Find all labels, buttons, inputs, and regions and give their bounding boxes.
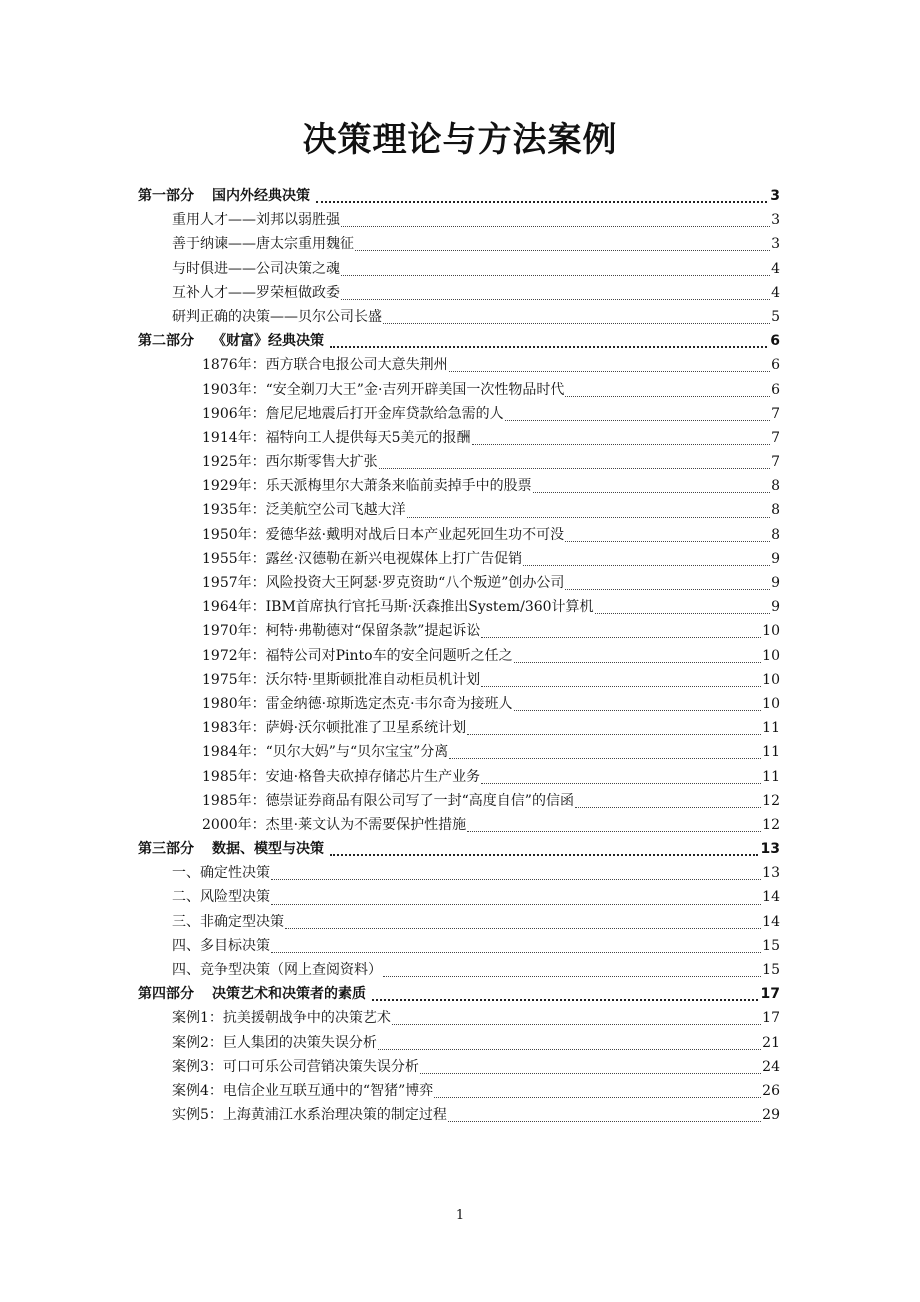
toc-part-title: 《财富》经典决策 bbox=[212, 333, 324, 350]
toc-page-number: 11 bbox=[762, 768, 780, 785]
toc-entry-text: 1980年：雷金纳德·琼斯选定杰克·韦尔奇为接班人 bbox=[202, 695, 513, 712]
toc-entry-text: 三、非确定型决策 bbox=[172, 913, 284, 930]
toc-entry[interactable] bbox=[138, 232, 780, 256]
toc-entry[interactable] bbox=[138, 958, 780, 982]
toc-entry-text: 1950年：爱德华兹·戴明对战后日本产业起死回生功不可没 bbox=[202, 526, 565, 543]
dot-leader bbox=[316, 200, 767, 203]
toc-entry-text: 善于纳谏——唐太宗重用魏征 bbox=[172, 236, 354, 253]
toc-entry[interactable] bbox=[138, 619, 780, 643]
dot-leader bbox=[575, 806, 761, 808]
dot-leader bbox=[341, 298, 770, 300]
dot-leader bbox=[330, 853, 758, 856]
toc-entry[interactable] bbox=[138, 305, 780, 329]
toc-entry-text: 1914年：福特向工人提供每天5美元的报酬 bbox=[202, 429, 471, 446]
toc-page-number: 24 bbox=[762, 1058, 780, 1075]
toc-entry[interactable] bbox=[138, 450, 780, 474]
dot-leader bbox=[514, 661, 762, 663]
toc-page-number: 3 bbox=[771, 212, 780, 229]
toc-page-number: 9 bbox=[771, 550, 780, 567]
toc-page-number: 5 bbox=[771, 308, 780, 325]
toc-entry-text: 1906年：詹尼尼地震后打开金库贷款给急需的人 bbox=[202, 405, 504, 422]
dot-leader bbox=[472, 443, 771, 445]
toc-page-number: 8 bbox=[771, 502, 780, 519]
toc-entry-text: 2000年：杰里·莱文认为不需要保护性措施 bbox=[202, 816, 467, 833]
document-title: 决策理论与方法案例 bbox=[302, 120, 618, 160]
toc-page-number: 15 bbox=[762, 937, 780, 954]
toc-entry-text: 四、多目标决策 bbox=[172, 937, 270, 954]
toc-entry[interactable] bbox=[138, 426, 780, 450]
dot-leader bbox=[467, 733, 761, 735]
toc-entry[interactable] bbox=[138, 353, 780, 377]
dot-leader bbox=[420, 1072, 761, 1074]
toc-page-number: 17 bbox=[760, 986, 780, 1003]
toc-entry[interactable] bbox=[138, 668, 780, 692]
dot-leader bbox=[341, 274, 770, 276]
toc-entry[interactable] bbox=[138, 257, 780, 281]
toc-part-label: 第一部分 bbox=[138, 188, 194, 204]
dot-leader bbox=[467, 830, 761, 832]
toc-page-number: 6 bbox=[771, 381, 780, 398]
toc-entry-text: 案例4：电信企业互联互通中的“智猪”博弈 bbox=[172, 1082, 434, 1099]
toc-entry-text: 1983年：萨姆·沃尔顿批准了卫星系统计划 bbox=[202, 720, 467, 737]
dot-leader bbox=[355, 249, 770, 251]
dot-leader bbox=[379, 467, 770, 469]
toc-page-number: 10 bbox=[762, 695, 780, 712]
toc-entry[interactable] bbox=[138, 740, 780, 764]
dot-leader bbox=[505, 419, 770, 421]
dot-leader bbox=[449, 757, 761, 759]
toc-entry[interactable] bbox=[138, 523, 780, 547]
toc-entry[interactable] bbox=[138, 716, 780, 740]
dot-leader bbox=[378, 1048, 761, 1050]
toc-entry[interactable] bbox=[138, 498, 780, 522]
dot-leader bbox=[565, 395, 770, 397]
toc-part-heading[interactable] bbox=[138, 837, 780, 861]
toc-entry[interactable] bbox=[138, 1055, 780, 1079]
toc-entry-text: 1985年：安迪·格鲁夫砍掉存储芯片生产业务 bbox=[202, 768, 481, 785]
toc-page-number: 13 bbox=[760, 841, 780, 858]
toc-page-number: 10 bbox=[762, 671, 780, 688]
toc-entry-text: 案例2：巨人集团的决策失误分析 bbox=[172, 1034, 377, 1051]
toc-part-heading[interactable] bbox=[138, 184, 780, 208]
toc-page-number: 3 bbox=[771, 236, 780, 253]
toc-entry[interactable] bbox=[138, 1103, 780, 1127]
dot-leader bbox=[481, 782, 761, 784]
toc-entry[interactable] bbox=[138, 861, 780, 885]
toc-page-number: 10 bbox=[762, 623, 780, 640]
toc-page-number: 3 bbox=[770, 188, 780, 204]
toc-page-number: 12 bbox=[762, 792, 780, 809]
toc-entry-text: 1935年：泛美航空公司飞越大洋 bbox=[202, 502, 406, 519]
dot-leader bbox=[383, 322, 770, 324]
toc-page-number: 7 bbox=[771, 405, 780, 422]
toc-page-number: 29 bbox=[762, 1107, 780, 1124]
dot-leader bbox=[271, 951, 761, 953]
toc-entry-text: 1929年：乐天派梅里尔大萧条来临前卖掉手中的股票 bbox=[202, 478, 532, 495]
toc-entry[interactable] bbox=[138, 595, 780, 619]
toc-page-number: 15 bbox=[762, 962, 780, 978]
toc-entry-text: 四、竞争型决策（网上查阅资料） bbox=[172, 962, 382, 978]
dot-leader bbox=[271, 878, 761, 880]
toc-entry[interactable] bbox=[138, 281, 780, 305]
dot-leader bbox=[565, 540, 770, 542]
toc-entry-text: 1876年：西方联合电报公司大意失荆州 bbox=[202, 357, 448, 374]
toc-page-number: 8 bbox=[771, 526, 780, 543]
toc-page-number: 21 bbox=[762, 1034, 780, 1051]
dot-leader bbox=[383, 975, 761, 977]
toc-entry-text: 实例5：上海黄浦江水系治理决策的制定过程 bbox=[172, 1107, 447, 1124]
toc-part-heading[interactable] bbox=[138, 982, 780, 1006]
toc-entry-text bbox=[138, 184, 310, 208]
toc-entry-text: 一、确定性决策 bbox=[172, 865, 270, 882]
toc-page-number: 11 bbox=[762, 744, 780, 761]
toc-entry-text: 案例3：可口可乐公司营销决策失误分析 bbox=[172, 1058, 419, 1075]
toc-page-number: 13 bbox=[762, 865, 780, 882]
dot-leader bbox=[448, 1120, 761, 1122]
toc-entry-text bbox=[138, 329, 324, 353]
toc-page-number: 6 bbox=[771, 357, 780, 374]
toc-entry-text: 1957年：风险投资大王阿瑟·罗克资助“八个叛逆”创办公司 bbox=[202, 575, 565, 591]
toc-entry-text: 1955年：露丝·汉德勒在新兴电视媒体上打广告促销 bbox=[202, 550, 523, 567]
toc-entry[interactable] bbox=[138, 765, 780, 789]
toc-entry[interactable] bbox=[138, 910, 780, 934]
toc-entry-text: 案例1：抗美援朝战争中的决策艺术 bbox=[172, 1010, 391, 1027]
dot-leader bbox=[449, 370, 770, 372]
dot-leader bbox=[341, 225, 770, 227]
toc-entry[interactable] bbox=[138, 378, 780, 402]
dot-leader bbox=[565, 588, 770, 590]
toc-page-number: 11 bbox=[762, 720, 780, 737]
toc-entry-text: 1970年：柯特·弗勒德对“保留条款”提起诉讼 bbox=[202, 623, 481, 640]
toc-page-number: 4 bbox=[771, 260, 780, 277]
toc-part-label: 第二部分 bbox=[138, 333, 194, 350]
toc-entry[interactable] bbox=[138, 692, 780, 716]
dot-leader bbox=[523, 564, 770, 566]
toc-entry-text: 1984年：“贝尔大妈”与“贝尔宝宝”分离 bbox=[202, 744, 449, 761]
toc-entry[interactable] bbox=[138, 474, 780, 498]
toc-entry[interactable] bbox=[138, 885, 780, 909]
toc-page-number: 17 bbox=[762, 1010, 780, 1027]
dot-leader bbox=[330, 345, 767, 348]
dot-leader bbox=[285, 927, 761, 929]
toc-entry-text: 研判正确的决策——贝尔公司长盛 bbox=[172, 308, 382, 325]
toc-page-number: 26 bbox=[762, 1082, 780, 1099]
toc-entry-text bbox=[138, 837, 324, 861]
toc-page-number: 9 bbox=[771, 599, 780, 616]
dot-leader bbox=[407, 516, 770, 518]
toc-entry-text: 重用人才——刘邦以弱胜强 bbox=[172, 212, 340, 229]
toc-page-number: 6 bbox=[770, 333, 780, 350]
toc-entry[interactable] bbox=[138, 571, 780, 595]
toc-entry-text: 1985年：德崇证券商品有限公司写了一封“高度自信”的信函 bbox=[202, 792, 574, 809]
toc-part-title: 数据、模型与决策 bbox=[212, 841, 324, 858]
toc-entry-text: 二、风险型决策 bbox=[172, 889, 270, 906]
toc-page-number: 14 bbox=[762, 889, 780, 906]
toc-entry[interactable] bbox=[138, 547, 780, 571]
toc-entry-text bbox=[138, 982, 366, 1006]
toc-part-label: 第四部分 bbox=[138, 986, 194, 1003]
toc-part-label: 第三部分 bbox=[138, 841, 194, 858]
toc-page-number: 14 bbox=[762, 913, 780, 930]
toc-entry[interactable] bbox=[138, 644, 780, 668]
toc-entry[interactable] bbox=[138, 1006, 780, 1030]
toc-part-heading[interactable] bbox=[138, 329, 780, 353]
toc-entry-text: 1972年：福特公司对Pinto车的安全问题听之任之 bbox=[202, 647, 513, 664]
toc-entry-text: 1964年：IBM首席执行官托马斯·沃森推出System/360计算机 bbox=[202, 599, 594, 616]
dot-leader bbox=[392, 1023, 761, 1025]
toc-entry[interactable] bbox=[138, 934, 780, 958]
toc-page-number: 7 bbox=[771, 429, 780, 446]
toc-page-number: 12 bbox=[762, 816, 780, 833]
dot-leader bbox=[514, 709, 762, 711]
page-number: 1 bbox=[455, 1208, 465, 1223]
toc-page-number: 8 bbox=[771, 478, 780, 495]
toc-entry[interactable] bbox=[138, 402, 780, 426]
toc-page-number: 10 bbox=[762, 647, 780, 664]
toc-entry[interactable] bbox=[138, 208, 780, 232]
toc-entry-text: 1975年：沃尔特·里斯顿批准自动柜员机计划 bbox=[202, 671, 481, 688]
table-of-contents bbox=[138, 184, 780, 1127]
toc-page-number: 9 bbox=[771, 575, 780, 591]
dot-leader bbox=[481, 685, 761, 687]
toc-entry[interactable] bbox=[138, 1079, 780, 1103]
dot-leader bbox=[481, 636, 761, 638]
dot-leader bbox=[372, 998, 758, 1001]
toc-part-title: 决策艺术和决策者的素质 bbox=[212, 986, 366, 1003]
toc-page-number: 4 bbox=[771, 284, 780, 301]
toc-part-title: 国内外经典决策 bbox=[212, 188, 310, 204]
toc-entry[interactable] bbox=[138, 1031, 780, 1055]
dot-leader bbox=[434, 1096, 761, 1098]
dot-leader bbox=[271, 903, 761, 905]
toc-entry-text: 1925年：西尔斯零售大扩张 bbox=[202, 454, 378, 471]
dot-leader bbox=[595, 612, 771, 614]
toc-entry-text: 与时俱进——公司决策之魂 bbox=[172, 260, 340, 277]
toc-page-number: 7 bbox=[771, 454, 780, 471]
dot-leader bbox=[533, 491, 770, 493]
toc-entry-text: 互补人才——罗荣桓做政委 bbox=[172, 284, 340, 301]
toc-entry[interactable] bbox=[138, 813, 780, 837]
toc-entry[interactable] bbox=[138, 789, 780, 813]
toc-entry-text: 1903年：“安全剃刀大王”金·吉列开辟美国一次性物品时代 bbox=[202, 381, 565, 398]
